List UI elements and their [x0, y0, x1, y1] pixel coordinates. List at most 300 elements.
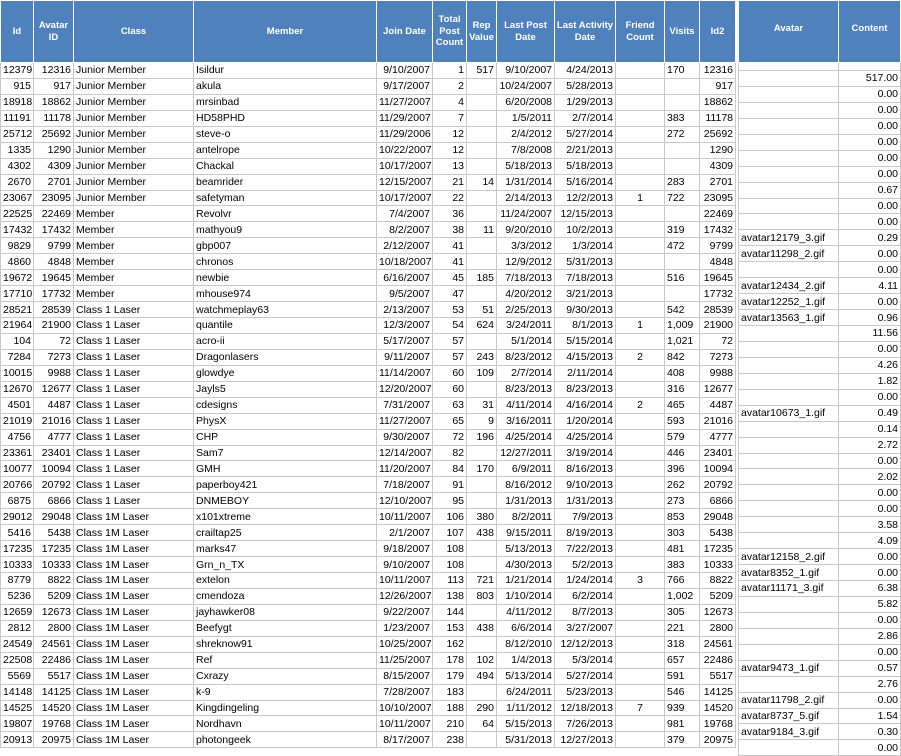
cell-visits[interactable]: 408 [665, 365, 700, 381]
cell-total-post-count[interactable]: 2 [433, 78, 467, 94]
cell-friend-count[interactable] [616, 668, 665, 684]
cell-join-date[interactable]: 10/25/2007 [377, 636, 433, 652]
cell-total-post-count[interactable]: 238 [433, 732, 467, 748]
cell-class[interactable]: Class 1 Laser [74, 349, 194, 365]
cell-last-activity-date[interactable]: 1/31/2013 [555, 493, 616, 509]
cell-id[interactable]: 1335 [1, 142, 34, 158]
cell-total-post-count[interactable]: 178 [433, 652, 467, 668]
cell-join-date[interactable]: 7/28/2007 [377, 684, 433, 700]
cell-friend-count[interactable] [616, 429, 665, 445]
cell-avatar[interactable] [739, 437, 839, 453]
cell-last-post-date[interactable]: 2/7/2014 [497, 365, 555, 381]
cell-class[interactable]: Class 1M Laser [74, 588, 194, 604]
cell-member[interactable]: Cxrazy [194, 668, 377, 684]
cell-avatar-id[interactable]: 23095 [34, 190, 74, 206]
cell-visits[interactable]: 383 [665, 557, 700, 573]
cell-total-post-count[interactable]: 53 [433, 302, 467, 318]
cell-id[interactable]: 14148 [1, 684, 34, 700]
cell-last-post-date[interactable]: 1/11/2012 [497, 700, 555, 716]
cell-class[interactable]: Class 1M Laser [74, 604, 194, 620]
cell-member[interactable]: shreknow91 [194, 636, 377, 652]
cell-visits[interactable]: 383 [665, 110, 700, 126]
cell-avatar[interactable]: avatar11298_2.gif [739, 246, 839, 262]
cell-avatar[interactable] [739, 676, 839, 692]
cell-class[interactable]: Junior Member [74, 174, 194, 190]
cell-avatar-id[interactable]: 12677 [34, 381, 74, 397]
cell-visits[interactable]: 472 [665, 238, 700, 254]
cell-total-post-count[interactable]: 91 [433, 477, 467, 493]
cell-total-post-count[interactable]: 188 [433, 700, 467, 716]
cell-friend-count[interactable] [616, 142, 665, 158]
cell-visits[interactable]: 446 [665, 445, 700, 461]
cell-avatar-id[interactable]: 8822 [34, 573, 74, 589]
cell-avatar[interactable] [739, 214, 839, 230]
cell-join-date[interactable]: 6/16/2007 [377, 270, 433, 286]
cell-join-date[interactable]: 11/25/2007 [377, 652, 433, 668]
cell-id[interactable]: 28521 [1, 302, 34, 318]
cell-avatar[interactable]: avatar10673_1.gif [739, 405, 839, 421]
cell-visits[interactable] [665, 78, 700, 94]
cell-join-date[interactable]: 9/30/2007 [377, 429, 433, 445]
cell-last-post-date[interactable]: 4/11/2012 [497, 604, 555, 620]
cell-last-post-date[interactable]: 3/16/2011 [497, 413, 555, 429]
cell-rep-value[interactable] [467, 238, 497, 254]
cell-rep-value[interactable] [467, 541, 497, 557]
cell-total-post-count[interactable]: 12 [433, 126, 467, 142]
cell-last-post-date[interactable]: 12/27/2011 [497, 445, 555, 461]
cell-id2[interactable]: 23401 [700, 445, 736, 461]
cell-rep-value[interactable] [467, 206, 497, 222]
cell-avatar-id[interactable]: 14125 [34, 684, 74, 700]
cell-visits[interactable]: 318 [665, 636, 700, 652]
cell-avatar-id[interactable]: 29048 [34, 509, 74, 525]
cell-total-post-count[interactable]: 1 [433, 63, 467, 79]
cell-visits[interactable]: 546 [665, 684, 700, 700]
cell-class[interactable]: Junior Member [74, 63, 194, 79]
cell-friend-count[interactable]: 2 [616, 397, 665, 413]
cell-last-activity-date[interactable]: 8/16/2013 [555, 461, 616, 477]
cell-avatar[interactable] [739, 373, 839, 389]
cell-last-post-date[interactable]: 8/23/2012 [497, 349, 555, 365]
cell-class[interactable]: Class 1 Laser [74, 413, 194, 429]
cell-class[interactable]: Class 1M Laser [74, 620, 194, 636]
cell-last-post-date[interactable]: 2/4/2012 [497, 126, 555, 142]
cell-content[interactable]: 0.00 [839, 134, 901, 150]
cell-total-post-count[interactable]: 153 [433, 620, 467, 636]
cell-id[interactable]: 4501 [1, 397, 34, 413]
cell-avatar-id[interactable]: 6866 [34, 493, 74, 509]
cell-visits[interactable] [665, 94, 700, 110]
cell-rep-value[interactable]: 9 [467, 413, 497, 429]
cell-id[interactable]: 19807 [1, 716, 34, 732]
cell-last-activity-date[interactable]: 3/19/2014 [555, 445, 616, 461]
cell-content[interactable]: 2.86 [839, 628, 901, 644]
cell-id2[interactable]: 21016 [700, 413, 736, 429]
cell-member[interactable]: HD58PHD [194, 110, 377, 126]
cell-id2[interactable]: 11178 [700, 110, 736, 126]
cell-total-post-count[interactable]: 210 [433, 716, 467, 732]
cell-id2[interactable]: 4777 [700, 429, 736, 445]
cell-member[interactable]: mathyou9 [194, 222, 377, 238]
cell-rep-value[interactable]: 380 [467, 509, 497, 525]
cell-visits[interactable] [665, 286, 700, 302]
cell-last-activity-date[interactable]: 9/30/2013 [555, 302, 616, 318]
cell-id[interactable]: 12379 [1, 63, 34, 79]
cell-avatar-id[interactable]: 20792 [34, 477, 74, 493]
cell-content[interactable]: 0.49 [839, 405, 901, 421]
cell-member[interactable]: Chackal [194, 158, 377, 174]
cell-member[interactable]: watchmeplay63 [194, 302, 377, 318]
cell-id[interactable]: 14525 [1, 700, 34, 716]
cell-content[interactable]: 0.00 [839, 150, 901, 166]
cell-avatar-id[interactable]: 17732 [34, 286, 74, 302]
cell-friend-count[interactable] [616, 557, 665, 573]
cell-total-post-count[interactable]: 4 [433, 94, 467, 110]
cell-rep-value[interactable] [467, 286, 497, 302]
cell-id2[interactable]: 20975 [700, 732, 736, 748]
cell-visits[interactable]: 303 [665, 525, 700, 541]
cell-avatar-id[interactable]: 22469 [34, 206, 74, 222]
cell-avatar-id[interactable]: 21016 [34, 413, 74, 429]
cell-content[interactable]: 0.30 [839, 724, 901, 740]
cell-friend-count[interactable] [616, 174, 665, 190]
cell-member[interactable]: beamrider [194, 174, 377, 190]
cell-last-activity-date[interactable]: 7/9/2013 [555, 509, 616, 525]
cell-class[interactable]: Junior Member [74, 78, 194, 94]
cell-last-activity-date[interactable]: 5/2/2013 [555, 557, 616, 573]
cell-rep-value[interactable]: 102 [467, 652, 497, 668]
cell-friend-count[interactable]: 7 [616, 700, 665, 716]
cell-content[interactable]: 0.00 [839, 118, 901, 134]
cell-id2[interactable]: 6866 [700, 493, 736, 509]
cell-id[interactable]: 4756 [1, 429, 34, 445]
cell-class[interactable]: Class 1M Laser [74, 636, 194, 652]
cell-class[interactable]: Class 1M Laser [74, 573, 194, 589]
cell-last-post-date[interactable]: 3/24/2011 [497, 318, 555, 334]
cell-member[interactable]: newbie [194, 270, 377, 286]
cell-avatar-id[interactable]: 23401 [34, 445, 74, 461]
cell-rep-value[interactable] [467, 333, 497, 349]
cell-last-post-date[interactable]: 5/1/2014 [497, 333, 555, 349]
cell-friend-count[interactable] [616, 302, 665, 318]
cell-avatar[interactable] [739, 469, 839, 485]
cell-last-post-date[interactable]: 9/20/2010 [497, 222, 555, 238]
cell-content[interactable]: 517.00 [839, 71, 901, 87]
cell-class[interactable]: Class 1M Laser [74, 525, 194, 541]
cell-join-date[interactable]: 11/14/2007 [377, 365, 433, 381]
cell-friend-count[interactable]: 1 [616, 318, 665, 334]
cell-last-activity-date[interactable]: 12/27/2013 [555, 732, 616, 748]
cell-join-date[interactable]: 1/23/2007 [377, 620, 433, 636]
cell-friend-count[interactable] [616, 525, 665, 541]
cell-friend-count[interactable] [616, 493, 665, 509]
cell-id2[interactable]: 8822 [700, 573, 736, 589]
cell-friend-count[interactable]: 2 [616, 349, 665, 365]
cell-join-date[interactable]: 11/20/2007 [377, 461, 433, 477]
cell-friend-count[interactable] [616, 541, 665, 557]
cell-friend-count[interactable] [616, 509, 665, 525]
cell-member[interactable]: extelon [194, 573, 377, 589]
cell-friend-count[interactable] [616, 604, 665, 620]
cell-content[interactable]: 1.82 [839, 373, 901, 389]
cell-avatar[interactable] [739, 644, 839, 660]
cell-avatar[interactable]: avatar12179_3.gif [739, 230, 839, 246]
cell-total-post-count[interactable]: 82 [433, 445, 467, 461]
cell-join-date[interactable]: 12/10/2007 [377, 493, 433, 509]
cell-last-activity-date[interactable]: 8/19/2013 [555, 525, 616, 541]
cell-avatar[interactable] [739, 421, 839, 437]
cell-class[interactable]: Class 1 Laser [74, 365, 194, 381]
cell-class[interactable]: Junior Member [74, 110, 194, 126]
cell-class[interactable]: Member [74, 254, 194, 270]
cell-last-activity-date[interactable]: 2/11/2014 [555, 365, 616, 381]
cell-friend-count[interactable]: 1 [616, 190, 665, 206]
cell-join-date[interactable]: 10/22/2007 [377, 142, 433, 158]
cell-content[interactable]: 0.00 [839, 246, 901, 262]
cell-class[interactable]: Class 1M Laser [74, 557, 194, 573]
cell-member[interactable]: Sam7 [194, 445, 377, 461]
cell-last-activity-date[interactable]: 5/15/2014 [555, 333, 616, 349]
col-header-class[interactable]: Class [74, 1, 194, 63]
cell-join-date[interactable]: 9/10/2007 [377, 557, 433, 573]
cell-visits[interactable]: 481 [665, 541, 700, 557]
cell-member[interactable]: jayhawker08 [194, 604, 377, 620]
cell-id[interactable]: 23067 [1, 190, 34, 206]
cell-last-post-date[interactable]: 1/31/2013 [497, 493, 555, 509]
cell-avatar-id[interactable]: 18862 [34, 94, 74, 110]
cell-content[interactable]: 0.00 [839, 214, 901, 230]
cell-id[interactable]: 22508 [1, 652, 34, 668]
cell-content[interactable]: 2.76 [839, 676, 901, 692]
cell-class[interactable]: Member [74, 270, 194, 286]
cell-class[interactable]: Class 1 Laser [74, 302, 194, 318]
cell-content[interactable]: 5.82 [839, 596, 901, 612]
cell-content[interactable]: 0.00 [839, 549, 901, 565]
cell-rep-value[interactable]: 438 [467, 620, 497, 636]
cell-join-date[interactable]: 9/22/2007 [377, 604, 433, 620]
cell-rep-value[interactable]: 803 [467, 588, 497, 604]
cell-id[interactable]: 23361 [1, 445, 34, 461]
cell-avatar-id[interactable]: 12316 [34, 63, 74, 79]
cell-last-post-date[interactable]: 5/13/2013 [497, 541, 555, 557]
cell-class[interactable]: Class 1 Laser [74, 318, 194, 334]
cell-id[interactable]: 20913 [1, 732, 34, 748]
cell-avatar[interactable] [739, 517, 839, 533]
cell-avatar-id[interactable]: 7273 [34, 349, 74, 365]
cell-id[interactable]: 21964 [1, 318, 34, 334]
cell-last-post-date[interactable]: 7/8/2008 [497, 142, 555, 158]
cell-content[interactable]: 0.14 [839, 421, 901, 437]
cell-id2[interactable]: 917 [700, 78, 736, 94]
cell-avatar-id[interactable]: 9988 [34, 365, 74, 381]
cell-id[interactable]: 10333 [1, 557, 34, 573]
cell-id[interactable]: 915 [1, 78, 34, 94]
cell-avatar-id[interactable]: 11178 [34, 110, 74, 126]
cell-last-post-date[interactable]: 3/3/2012 [497, 238, 555, 254]
cell-class[interactable]: Member [74, 206, 194, 222]
cell-member[interactable]: GMH [194, 461, 377, 477]
cell-member[interactable]: CHP [194, 429, 377, 445]
cell-last-activity-date[interactable]: 5/31/2013 [555, 254, 616, 270]
cell-join-date[interactable]: 7/31/2007 [377, 397, 433, 413]
cell-content[interactable]: 4.09 [839, 533, 901, 549]
cell-id[interactable]: 2670 [1, 174, 34, 190]
cell-join-date[interactable]: 9/11/2007 [377, 349, 433, 365]
cell-member[interactable]: acro-ii [194, 333, 377, 349]
cell-id2[interactable]: 17732 [700, 286, 736, 302]
cell-content[interactable]: 1.54 [839, 708, 901, 724]
cell-friend-count[interactable] [616, 270, 665, 286]
cell-last-activity-date[interactable]: 10/2/2013 [555, 222, 616, 238]
cell-visits[interactable] [665, 142, 700, 158]
cell-join-date[interactable]: 11/27/2007 [377, 94, 433, 110]
cell-rep-value[interactable] [467, 477, 497, 493]
cell-id[interactable]: 18918 [1, 94, 34, 110]
cell-id2[interactable]: 9799 [700, 238, 736, 254]
cell-avatar[interactable] [739, 86, 839, 102]
cell-avatar[interactable] [739, 150, 839, 166]
cell-last-post-date[interactable]: 1/4/2013 [497, 652, 555, 668]
cell-id2[interactable]: 1290 [700, 142, 736, 158]
cell-last-post-date[interactable]: 11/24/2007 [497, 206, 555, 222]
cell-class[interactable]: Class 1M Laser [74, 509, 194, 525]
cell-rep-value[interactable]: 31 [467, 397, 497, 413]
cell-rep-value[interactable]: 109 [467, 365, 497, 381]
cell-join-date[interactable]: 10/17/2007 [377, 158, 433, 174]
cell-last-activity-date[interactable]: 5/18/2013 [555, 158, 616, 174]
cell-member[interactable]: Isildur [194, 63, 377, 79]
cell-member[interactable]: Kingdingeling [194, 700, 377, 716]
cell-id[interactable]: 12670 [1, 381, 34, 397]
cell-last-activity-date[interactable]: 2/7/2014 [555, 110, 616, 126]
cell-member[interactable]: Dragonlasers [194, 349, 377, 365]
cell-avatar-id[interactable]: 1290 [34, 142, 74, 158]
cell-friend-count[interactable] [616, 158, 665, 174]
cell-avatar[interactable] [739, 389, 839, 405]
cell-content[interactable]: 0.00 [839, 692, 901, 708]
cell-total-post-count[interactable]: 113 [433, 573, 467, 589]
cell-total-post-count[interactable]: 179 [433, 668, 467, 684]
cell-avatar-id[interactable]: 17432 [34, 222, 74, 238]
cell-join-date[interactable]: 12/3/2007 [377, 318, 433, 334]
cell-total-post-count[interactable]: 57 [433, 349, 467, 365]
cell-id2[interactable]: 29048 [700, 509, 736, 525]
cell-total-post-count[interactable]: 47 [433, 286, 467, 302]
cell-last-activity-date[interactable]: 2/21/2013 [555, 142, 616, 158]
cell-member[interactable]: k-9 [194, 684, 377, 700]
cell-last-post-date[interactable]: 5/31/2013 [497, 732, 555, 748]
cell-visits[interactable]: 939 [665, 700, 700, 716]
cell-content[interactable]: 0.00 [839, 565, 901, 581]
cell-member[interactable]: steve-o [194, 126, 377, 142]
cell-content[interactable]: 0.57 [839, 660, 901, 676]
cell-id[interactable]: 12659 [1, 604, 34, 620]
cell-content[interactable]: 0.00 [839, 740, 901, 756]
cell-content[interactable]: 0.96 [839, 310, 901, 326]
cell-total-post-count[interactable]: 84 [433, 461, 467, 477]
cell-class[interactable]: Class 1 Laser [74, 461, 194, 477]
cell-rep-value[interactable]: 11 [467, 222, 497, 238]
cell-last-post-date[interactable]: 8/23/2013 [497, 381, 555, 397]
cell-avatar[interactable] [739, 740, 839, 756]
cell-id[interactable]: 29012 [1, 509, 34, 525]
cell-visits[interactable]: 305 [665, 604, 700, 620]
cell-total-post-count[interactable]: 13 [433, 158, 467, 174]
cell-last-post-date[interactable]: 9/10/2007 [497, 63, 555, 79]
cell-avatar[interactable]: avatar12252_1.gif [739, 294, 839, 310]
cell-total-post-count[interactable]: 95 [433, 493, 467, 509]
cell-total-post-count[interactable]: 38 [433, 222, 467, 238]
cell-id2[interactable]: 25692 [700, 126, 736, 142]
cell-id2[interactable]: 22486 [700, 652, 736, 668]
cell-id2[interactable]: 2800 [700, 620, 736, 636]
cell-content[interactable]: 0.00 [839, 86, 901, 102]
cell-content[interactable]: 0.00 [839, 294, 901, 310]
cell-avatar-id[interactable]: 5517 [34, 668, 74, 684]
cell-avatar[interactable] [739, 118, 839, 134]
cell-last-post-date[interactable]: 5/13/2014 [497, 668, 555, 684]
cell-friend-count[interactable] [616, 94, 665, 110]
cell-content[interactable]: 0.00 [839, 644, 901, 660]
cell-avatar[interactable] [739, 134, 839, 150]
cell-id2[interactable]: 7273 [700, 349, 736, 365]
cell-join-date[interactable]: 2/12/2007 [377, 238, 433, 254]
cell-class[interactable]: Class 1M Laser [74, 541, 194, 557]
cell-rep-value[interactable]: 196 [467, 429, 497, 445]
cell-rep-value[interactable]: 14 [467, 174, 497, 190]
cell-id[interactable]: 4860 [1, 254, 34, 270]
cell-id2[interactable]: 4309 [700, 158, 736, 174]
cell-member[interactable]: Revolvr [194, 206, 377, 222]
cell-class[interactable]: Class 1 Laser [74, 493, 194, 509]
cell-id[interactable]: 5236 [1, 588, 34, 604]
cell-total-post-count[interactable]: 106 [433, 509, 467, 525]
cell-avatar[interactable] [739, 198, 839, 214]
cell-join-date[interactable]: 2/13/2007 [377, 302, 433, 318]
cell-total-post-count[interactable]: 21 [433, 174, 467, 190]
cell-id[interactable]: 4302 [1, 158, 34, 174]
cell-rep-value[interactable] [467, 732, 497, 748]
cell-visits[interactable]: 221 [665, 620, 700, 636]
cell-rep-value[interactable]: 243 [467, 349, 497, 365]
cell-content[interactable]: 4.11 [839, 278, 901, 294]
cell-id[interactable]: 20766 [1, 477, 34, 493]
cell-class[interactable]: Class 1 Laser [74, 333, 194, 349]
cell-last-post-date[interactable]: 4/30/2013 [497, 557, 555, 573]
cell-join-date[interactable]: 10/11/2007 [377, 716, 433, 732]
cell-join-date[interactable]: 12/15/2007 [377, 174, 433, 190]
cell-class[interactable]: Member [74, 238, 194, 254]
cell-friend-count[interactable] [616, 333, 665, 349]
cell-content[interactable]: 2.02 [839, 469, 901, 485]
col-header-avatar-id[interactable]: Avatar ID [34, 1, 74, 63]
cell-avatar-id[interactable]: 5209 [34, 588, 74, 604]
cell-id2[interactable]: 17235 [700, 541, 736, 557]
cell-friend-count[interactable] [616, 63, 665, 79]
cell-visits[interactable]: 273 [665, 493, 700, 509]
cell-class[interactable]: Class 1M Laser [74, 668, 194, 684]
cell-id[interactable]: 19672 [1, 270, 34, 286]
cell-friend-count[interactable] [616, 365, 665, 381]
cell-last-activity-date[interactable]: 5/3/2014 [555, 652, 616, 668]
cell-rep-value[interactable]: 438 [467, 525, 497, 541]
cell-rep-value[interactable]: 494 [467, 668, 497, 684]
cell-id2[interactable]: 9988 [700, 365, 736, 381]
cell-last-activity-date[interactable]: 1/29/2013 [555, 94, 616, 110]
cell-avatar[interactable] [739, 262, 839, 278]
cell-class[interactable]: Class 1M Laser [74, 652, 194, 668]
cell-member[interactable]: cmendoza [194, 588, 377, 604]
